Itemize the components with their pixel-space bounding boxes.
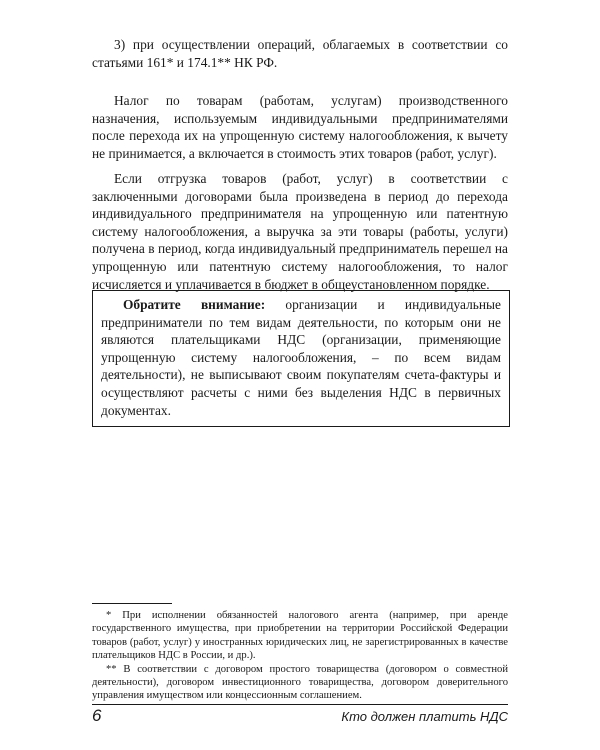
footnote-divider (92, 603, 172, 604)
paragraph-input-vat-text: Налог по товарам (работам, услугам) производственного назначения, используемым индивидуальными предпринимателями после перехода их на упрощенную систему налогообложения, к вычету не принимается, а включается в стоимость этих товаров (работ, услуг). (92, 93, 508, 161)
paragraph-input-vat (92, 92, 508, 162)
attention-note-text: организации и индивидуальные предприниматели по тем видам деятельности, по которым они не являются плательщиками НДС (организации, применяющие упрощенную систему налогообложения, – по всем видам деятельности), не выписывают своим покупателям счета-фактуры и осуществляют расчеты с ними без выделения НДС в первичных документах. (101, 297, 501, 418)
footer-divider (92, 704, 508, 705)
attention-note-label: Обратите внимание: (123, 297, 266, 312)
footnote-2: ** В соответствии с договором простого товарищества (договором о совместной деятельности), договором инвестиционного товарищества, договором доверительного управления имуществом или концессионным соглашением. (92, 663, 508, 702)
list-item-3 (92, 36, 508, 71)
attention-note-paragraph (101, 296, 501, 419)
paragraph-shipment (92, 170, 508, 293)
paragraph-shipment-text: Если отгрузка товаров (работ, услуг) в соответствии с заключенными договорами была произведена в период до перехода индивидуального предпринимателя на упрощенную или патентную систему налогообложения, а выручка за эти товары (работы, услуги) получена в период, когда индивидуальный предприниматель перешел на упрощенную или патентную систему налогообложения, то налог исчисляется и уплачивается в бюджет в общеустановленном порядке. (92, 171, 508, 292)
running-title: Кто должен платить НДС (341, 709, 508, 724)
footnotes (92, 609, 508, 703)
list-item-3-text: 3) при осуществлении операций, облагаемых в соответствии со статьями 161* и 174.1** НК РФ. (92, 37, 508, 70)
attention-note-box (92, 290, 510, 427)
footnote-1: * При исполнении обязанностей налогового агента (например, при аренде государственного имущества, при приобретении на территории Российской Федерации товаров (работ, услуг) у иностранных юридических лиц, не зарегистрированных в качестве плательщиков НДС в России, и др.). (92, 610, 508, 662)
page-number: 6 (92, 706, 102, 725)
